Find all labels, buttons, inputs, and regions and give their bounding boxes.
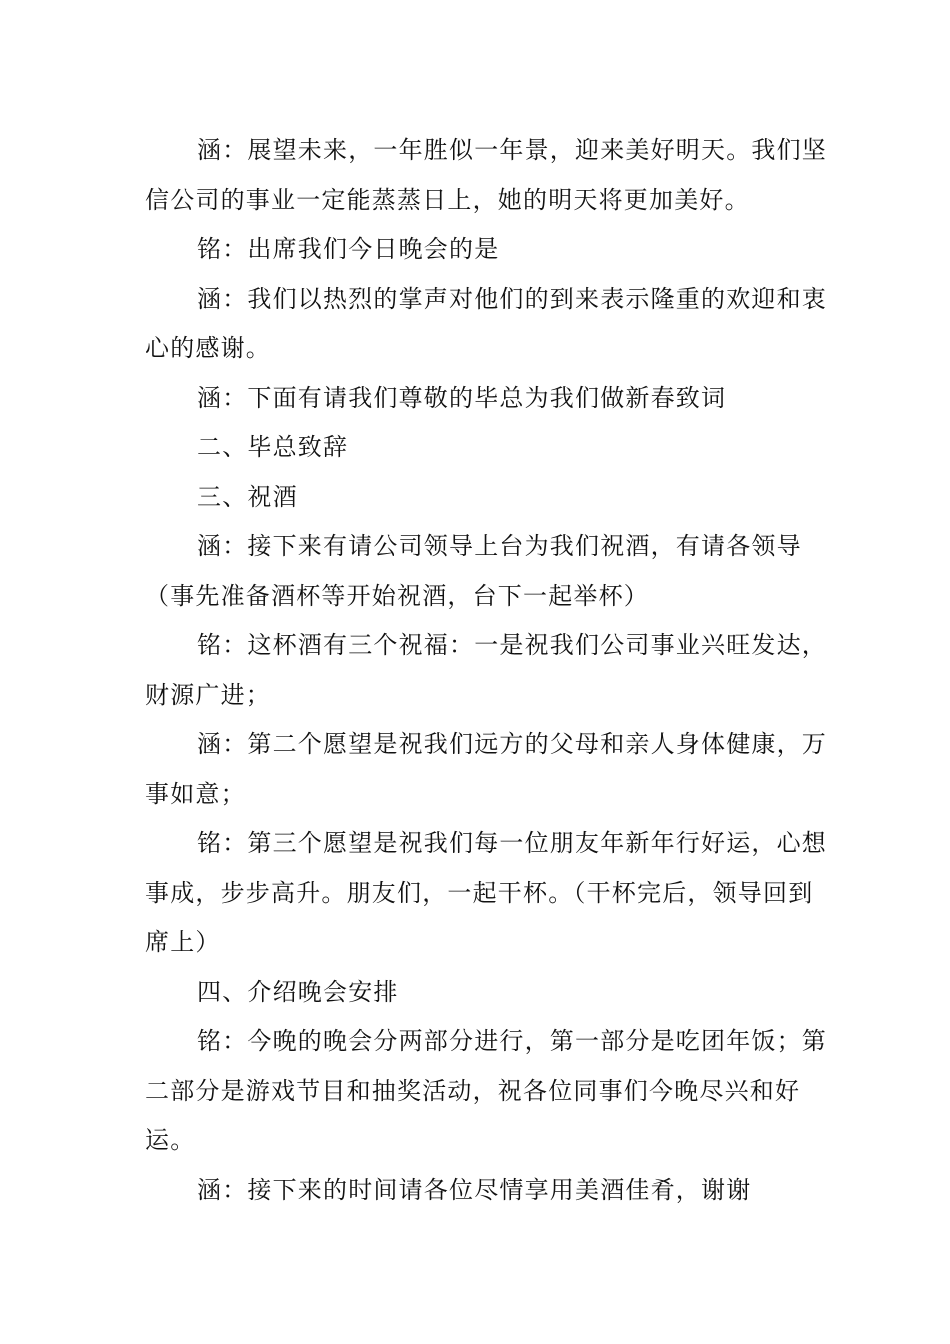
paragraph: 铭：今晚的晚会分两部分进行，第一部分是吃团年饭；第二部分是游戏节目和抽奖活动，祝各位同事们今晚尽兴和好运。 (145, 1027, 827, 1154)
paragraph: 铭：第三个愿望是祝我们每一位朋友年新年行好运，心想事成，步步高升。朋友们，一起干杯。（干杯完后，领导回到席上） (145, 829, 827, 956)
document-body (145, 126, 835, 1215)
paragraph: 涵：接下来有请公司领导上台为我们祝酒，有请各领导（事先准备酒杯等开始祝酒，台下一起举杯） (145, 532, 802, 610)
section-heading: 三、祝酒 (197, 482, 298, 511)
paragraph: 涵：展望未来，一年胜似一年景，迎来美好明天。我们坚信公司的事业一定能蒸蒸日上，她的明天将更加美好。 (145, 136, 827, 214)
paragraph: 涵：下面有请我们尊敬的毕总为我们做新春致词 (197, 383, 727, 412)
paragraph: 涵：我们以热烈的掌声对他们的到来表示隆重的欢迎和衷心的感谢。 (145, 284, 827, 362)
paragraph: 铭：这杯酒有三个祝福：一是祝我们公司事业兴旺发达，财源广进； (145, 631, 827, 709)
section-heading: 四、介绍晚会安排 (197, 977, 399, 1006)
section-heading: 二、毕总致辞 (197, 433, 349, 461)
paragraph: 涵：接下来的时间请各位尽情享用美酒佳肴，谢谢 (197, 1175, 752, 1204)
paragraph: 铭：出席我们今日晚会的是 (197, 235, 500, 263)
paragraph: 涵：第二个愿望是祝我们远方的父母和亲人身体健康，万事如意； (145, 730, 827, 808)
